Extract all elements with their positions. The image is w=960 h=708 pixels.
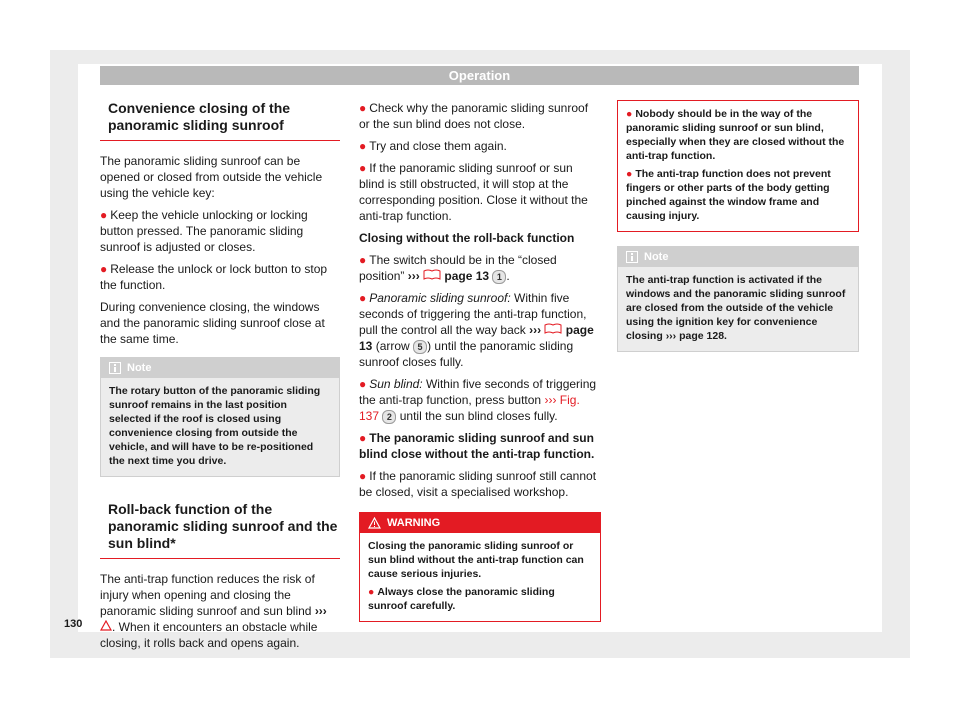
callout-number: 2	[382, 410, 396, 424]
bullet-icon: ●	[359, 377, 367, 391]
page-xref[interactable]: ››› page 13	[407, 269, 490, 283]
callout-number: 5	[413, 340, 427, 354]
section-header: Operation	[100, 66, 859, 85]
page-xref[interactable]: ››› page 128.	[665, 330, 727, 342]
note-box	[100, 357, 340, 477]
list-item	[626, 167, 850, 223]
list-item	[359, 160, 601, 224]
list-item-text: Within five seconds of triggering the anti-trap function, press button	[359, 377, 597, 407]
list-item-label: Panoramic sliding sunroof:	[369, 291, 511, 305]
list-item	[359, 100, 601, 132]
list-item-text: The panoramic sliding sunroof and sun blind close without the anti-trap function.	[359, 431, 595, 461]
list-item-text: Always close the panoramic sliding sunroof carefully.	[368, 586, 555, 612]
list-item-text: Within five seconds of triggering the anti-trap function, pull the control all the way back	[359, 291, 587, 337]
list-item-text: until the sun blind closes fully.	[399, 409, 558, 423]
list-item-text: Keep the vehicle unlocking or locking button pressed. The panoramic sliding sunroof is adjusted or closes.	[100, 208, 308, 254]
bullet-icon: ●	[359, 469, 367, 483]
list-item-text: ) until the panoramic sliding sunroof closes fully.	[359, 339, 574, 369]
list-item-text: The switch should be in the “closed position”	[359, 253, 557, 283]
list-item	[359, 376, 601, 424]
page-ref-text: page 13	[444, 269, 490, 283]
note-box	[617, 246, 859, 352]
warning-label: WARNING	[387, 517, 441, 529]
list-item-text: Nobody should be in the way of the panoramic sliding sunroof or sun blind, especially when they are closed without the anti-trap function.	[626, 108, 845, 162]
note-text: The rotary button of the panoramic sliding sunroof remains in the last position selected if the roof is closed using convenience closing from outside the vehicle, and will have to be re-positioned the next time you drive.	[109, 385, 321, 467]
list-item-text: The anti-trap function does not prevent fingers or other parts of the body getting pinched against the window frame and causing injury.	[626, 168, 831, 222]
list-item-text: (arrow	[375, 339, 410, 353]
note-label: Note	[127, 362, 152, 374]
list-item	[359, 430, 601, 462]
figure-xref[interactable]: ››› Fig. 137	[359, 393, 580, 423]
paragraph: During convenience closing, the windows and the panoramic sliding sunroof close at the same time.	[100, 300, 325, 346]
list-item	[626, 107, 850, 163]
list-item-label: Sun blind:	[369, 377, 423, 391]
list-item	[359, 468, 601, 500]
bullet-icon: ●	[359, 101, 367, 115]
book-icon	[544, 323, 562, 334]
warning-body	[360, 533, 600, 621]
bullet-icon: ●	[626, 108, 633, 120]
paragraph: The panoramic sliding sunroof can be opened or closed from outside the vehicle using the vehicle key:	[100, 154, 323, 200]
warning-triangle-icon	[100, 620, 112, 631]
figure-ref-text: Fig. 137	[359, 393, 580, 423]
heading-convenience-closing: Convenience closing of the panoramic sliding sunroof	[100, 100, 340, 141]
bullet-icon: ●	[359, 161, 367, 175]
page-number: 130	[64, 618, 83, 630]
list-item-text: Release the unlock or lock button to stop the function.	[100, 262, 328, 292]
bullet-icon: ●	[626, 168, 633, 180]
note-text-body: The anti-trap function is activated if the windows and the panoramic sliding sunroof are closed from the outside of the vehicle using the ignition key for convenience closing	[626, 274, 846, 342]
warning-text: Closing the panoramic sliding sunroof or sun blind without the anti-trap function can cause serious injuries.	[368, 540, 584, 580]
warning-triangle-icon	[368, 517, 381, 529]
list-item	[359, 290, 601, 370]
warning-box-continued	[617, 100, 859, 232]
bullet-icon: ●	[368, 586, 375, 598]
heading-roll-back: Roll-back function of the panoramic sliding sunroof and the sun blind*	[100, 501, 340, 559]
bullet-icon: ●	[359, 139, 367, 153]
subheading: Closing without the roll-back function	[359, 231, 575, 245]
note-header	[101, 358, 339, 378]
paragraph-text: When it encounters an obstacle while closing, it rolls back and opens again.	[100, 620, 318, 650]
book-icon	[423, 269, 441, 280]
bullet-icon: ●	[359, 253, 367, 267]
paragraph-text: The anti-trap function reduces the risk of injury when opening and closing the panoramic sliding sunroof and sun blind	[100, 572, 315, 618]
paragraph: The anti-trap function reduces the risk of injury when opening and closing the panoramic sliding sunroof and sun blind ››› . When it encounters an obstacle while closing, it rolls back and opens again.	[100, 572, 327, 650]
column-middle	[359, 100, 601, 622]
info-icon	[626, 251, 638, 263]
column-right	[617, 100, 859, 352]
warning-box	[359, 512, 601, 622]
page-xref[interactable]: ››› page 13	[359, 323, 594, 353]
page-ref-text: page 13	[359, 323, 594, 353]
callout-number: 1	[492, 270, 506, 284]
note-label: Note	[644, 251, 669, 263]
note-header	[618, 247, 858, 267]
list-item	[100, 207, 340, 255]
warning-xref[interactable]: ›››	[100, 604, 327, 634]
list-item	[368, 585, 592, 613]
bullet-icon: ●	[100, 262, 108, 276]
column-left	[100, 100, 340, 657]
info-icon	[109, 362, 121, 374]
warning-body	[618, 101, 858, 231]
list-item-text: If the panoramic sliding sunroof or sun blind is still obstructed, it will stop at the corresponding position. Close it without the anti-trap function.	[359, 161, 588, 223]
bullet-icon: ●	[100, 208, 108, 222]
bullet-icon: ●	[359, 291, 367, 305]
list-item-text: If the panoramic sliding sunroof still cannot be closed, visit a specialised workshop.	[359, 469, 597, 499]
list-item	[359, 138, 601, 154]
list-item: ● The switch should be in the “closed position” ››› page 13 1 .	[359, 253, 557, 283]
list-item-text: Check why the panoramic sliding sunroof or the sun blind does not close.	[359, 101, 589, 131]
list-item-text: Try and close them again.	[369, 139, 507, 153]
note-text	[618, 267, 858, 351]
warning-header	[360, 513, 600, 533]
page-ref-text: page 128.	[679, 330, 727, 342]
bullet-icon: ●	[359, 431, 367, 445]
list-item	[100, 261, 340, 293]
